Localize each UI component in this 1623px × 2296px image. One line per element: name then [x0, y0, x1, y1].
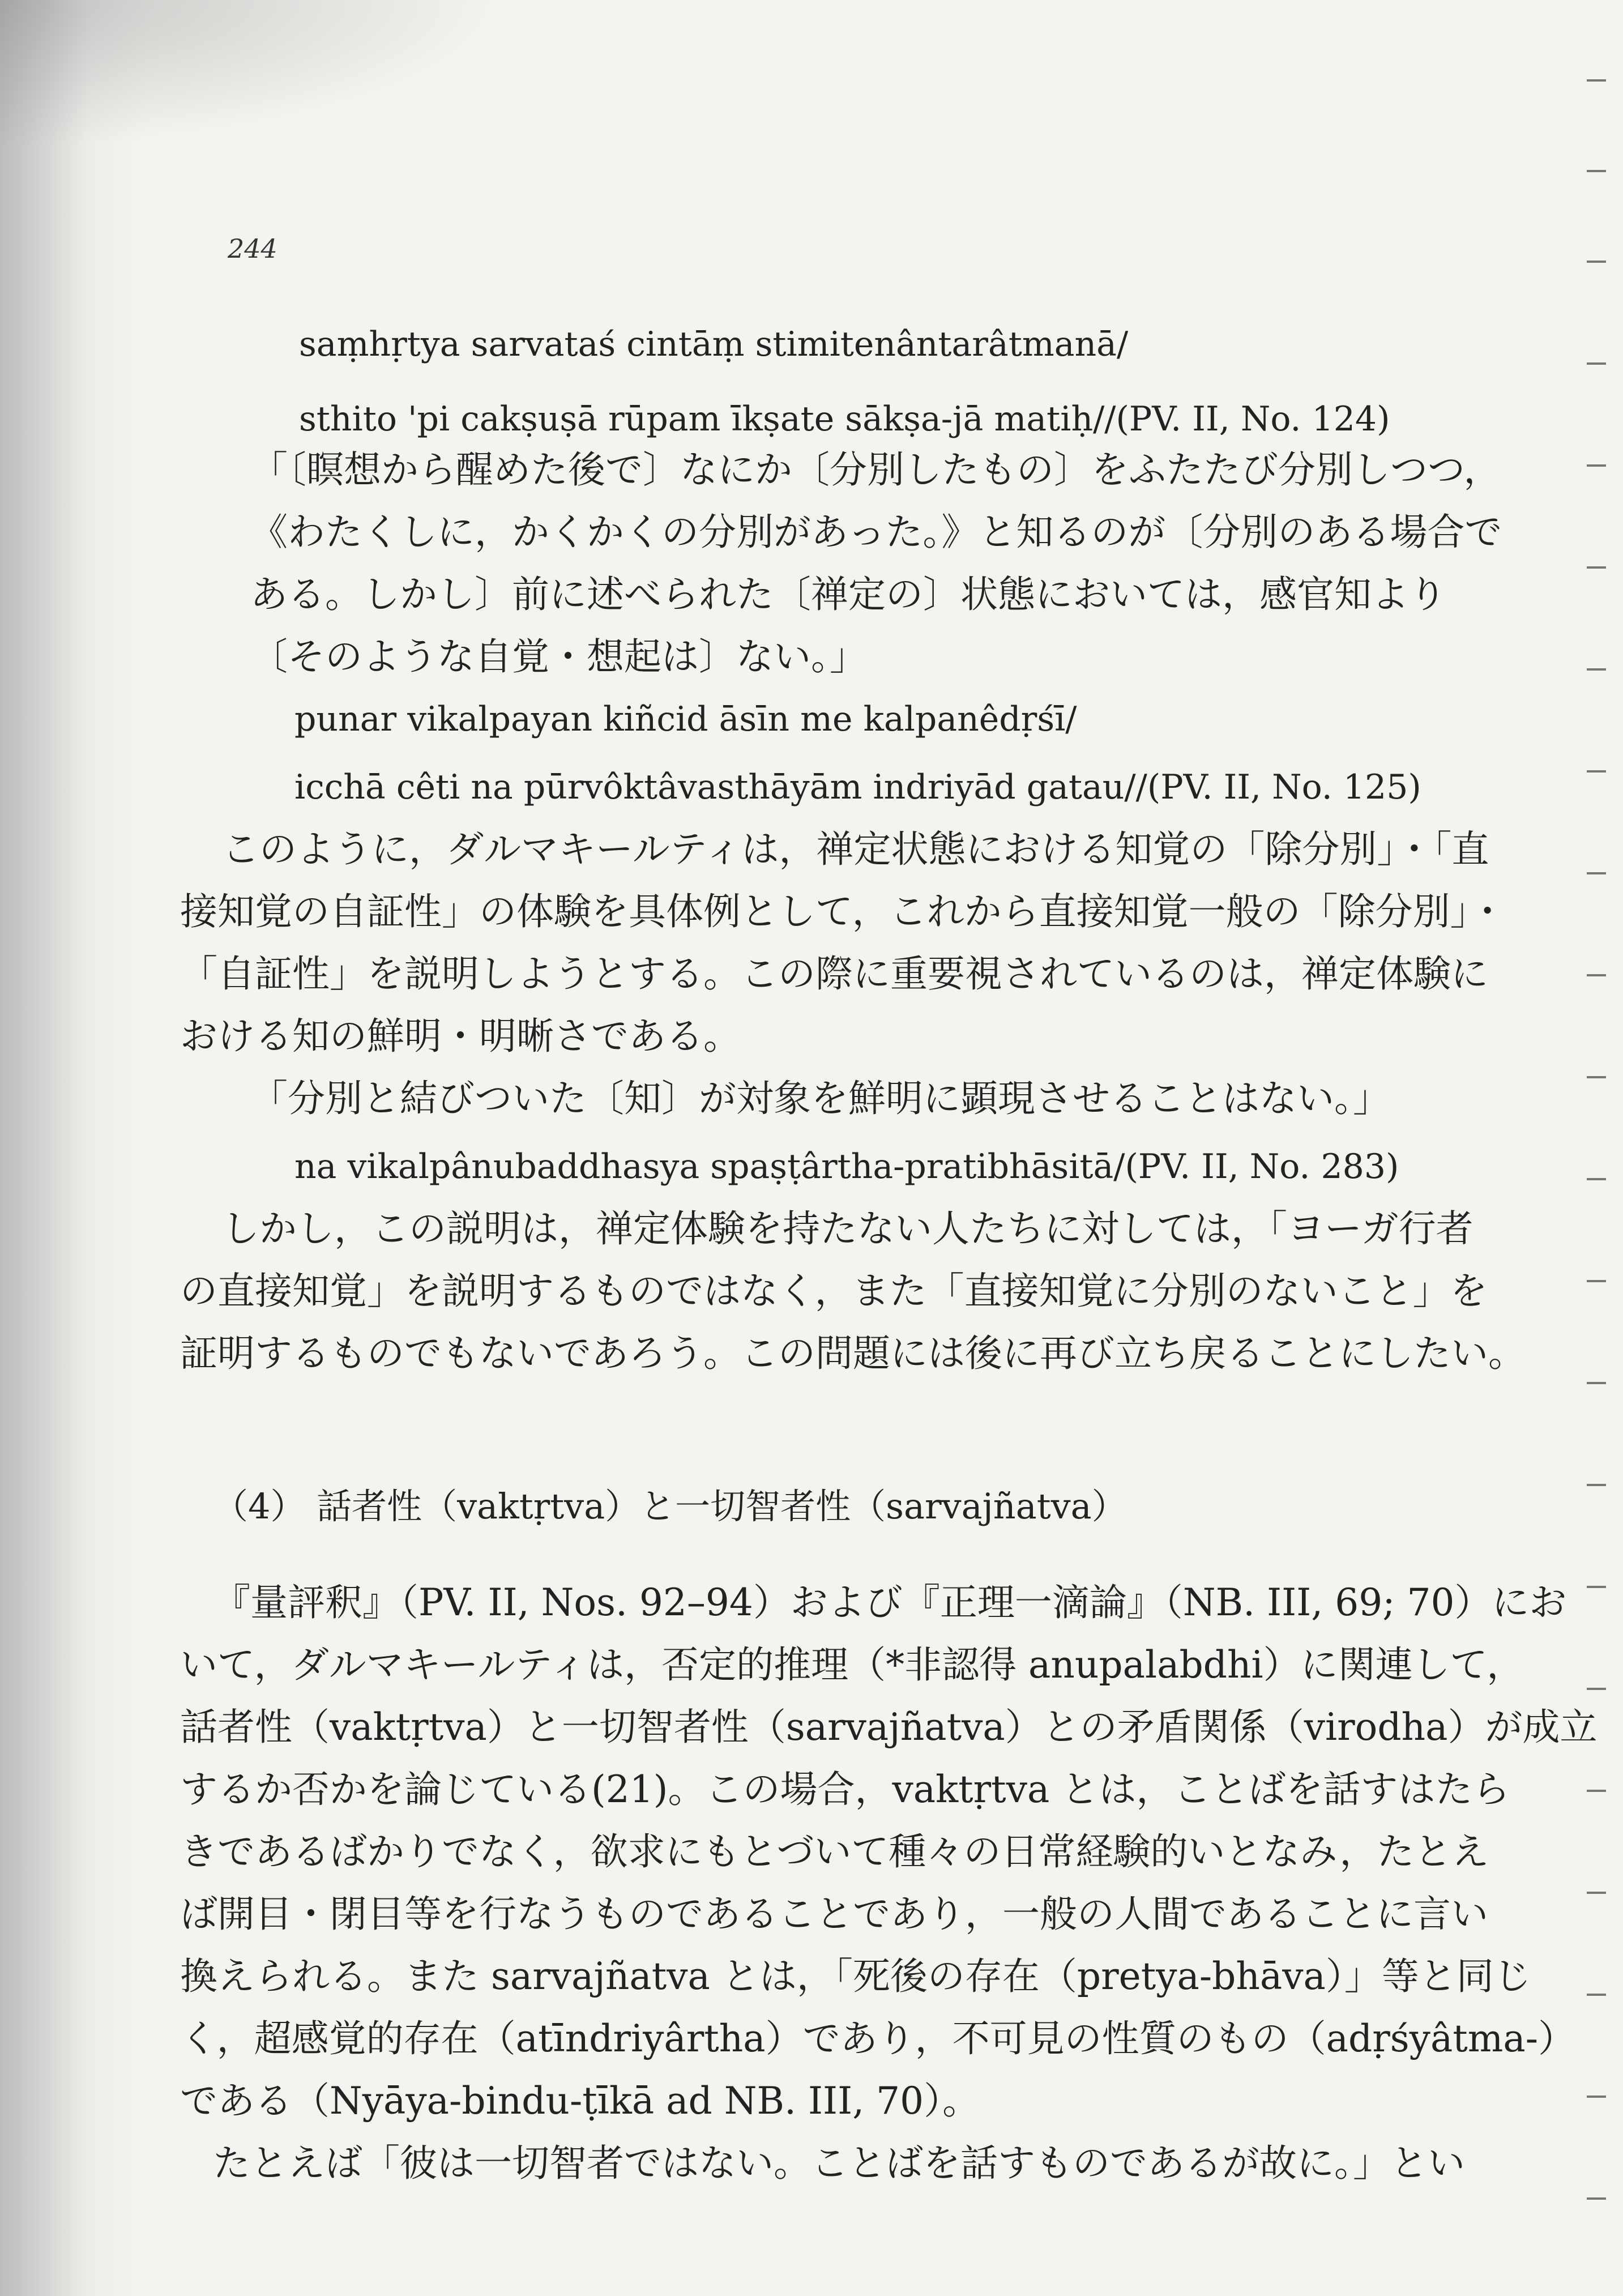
- section-heading: （4） 話者性（vaktṛtva）と一切智者性（sarvajñatva）: [213, 1486, 1127, 1527]
- body-line: 証明するものでもないであろう。この問題には後に再び立ち戻ることにしたい。: [180, 1331, 1526, 1375]
- body-line: おける知の鮮明・明晰さである。: [180, 1014, 741, 1058]
- body-line: いて，ダルマキールティは，否定的推理（*非認得 anupalabdhi）に関連して，: [180, 1643, 1524, 1687]
- body-line: である（Nyāya-bindu-ṭīkā ad NB. III, 70）。: [180, 2079, 980, 2123]
- page-number: 244: [228, 233, 277, 264]
- body-line: きであるばかりでなく，欲求にもとづいて種々の日常経験的いとなみ，たとえ: [180, 1830, 1489, 1873]
- page-shadow-left: [0, 0, 147, 2296]
- verse-line: icchā cêti na pūrvôktâvasthāyām indriyād gatau//(PV. II, No. 125): [294, 767, 1421, 807]
- body-line: たとえば「彼は一切智者ではない。ことばを話すものであるが故に。」とい: [213, 2141, 1465, 2185]
- body-line: するか否かを論じている(21)。この場合，vaktṛtva とは，ことばを話すはたら: [180, 1768, 1510, 1811]
- body-line: の直接知覚」を説明するものではなく，また「直接知覚に分別のないこと」を: [180, 1269, 1488, 1313]
- translation-line: 《わたくしに，かくかくの分別があった。》と知るのが〔分別のある場合で: [250, 510, 1502, 554]
- verse-line: na vikalpânubaddhasya spaṣṭârtha-pratibhāsitā/(PV. II, No. 283): [294, 1147, 1399, 1187]
- body-line: 「自証性」を説明しようとする。この際に重要視されているのは，禅定体験に: [180, 952, 1488, 996]
- body-line: 接知覚の自証性」の体験を具体例として，これから直接知覚一般の「除分別」・: [180, 890, 1506, 933]
- body-line: く，超感覚的存在（atīndriyârtha）であり，不可見の性質のもの（adṛśyâtma-）: [180, 2017, 1576, 2060]
- verse-line: punar vikalpayan kiñcid āsīn me kalpanêdṛśī/: [294, 699, 1077, 739]
- body-line: 話者性（vaktṛtva）と一切智者性（sarvajñatva）との矛盾関係（virodha）が成立: [180, 1705, 1598, 1749]
- verse-line: sthito 'pi cakṣuṣā rūpam īkṣate sākṣa-jā matiḥ//(PV. II, No. 124): [299, 399, 1390, 439]
- verse-line: saṃhṛtya sarvataś cintāṃ stimitenântarâtmanā/: [299, 325, 1129, 364]
- body-line: 『量評釈』（PV. II, Nos. 92–94）および『正理一滴論』（NB. III, 69; 70）にお: [213, 1581, 1567, 1624]
- page-edge-marks: [1583, 0, 1606, 2296]
- body-line: しかし，この説明は，禅定体験を持たない人たちに対しては，「ヨーガ行者: [222, 1207, 1473, 1251]
- page-shadow-top: [0, 0, 510, 147]
- translation-line: 〔そのような自覚・想起は〕ない。」: [250, 635, 867, 678]
- body-line: ば開目・閉目等を行なうものであることであり，一般の人間であることに言い: [180, 1892, 1488, 1936]
- translation-line: 「〔瞑想から醒めた後で〕なにか〔分別したもの〕をふたたび分別しつつ，: [250, 448, 1501, 492]
- body-line: 「分別と結びついた〔知〕が対象を鮮明に顕現させることはない。」: [250, 1077, 1390, 1120]
- body-line: 換えられる。また sarvajñatva とは，「死後の存在（pretya-bhāva）」等と同じ: [180, 1954, 1531, 1998]
- body-line: このように，ダルマキールティは，禅定状態における知覚の「除分別」・「直: [222, 827, 1489, 871]
- translation-line: ある。しかし〕前に述べられた〔禅定の〕状態においては，感官知より: [250, 573, 1446, 616]
